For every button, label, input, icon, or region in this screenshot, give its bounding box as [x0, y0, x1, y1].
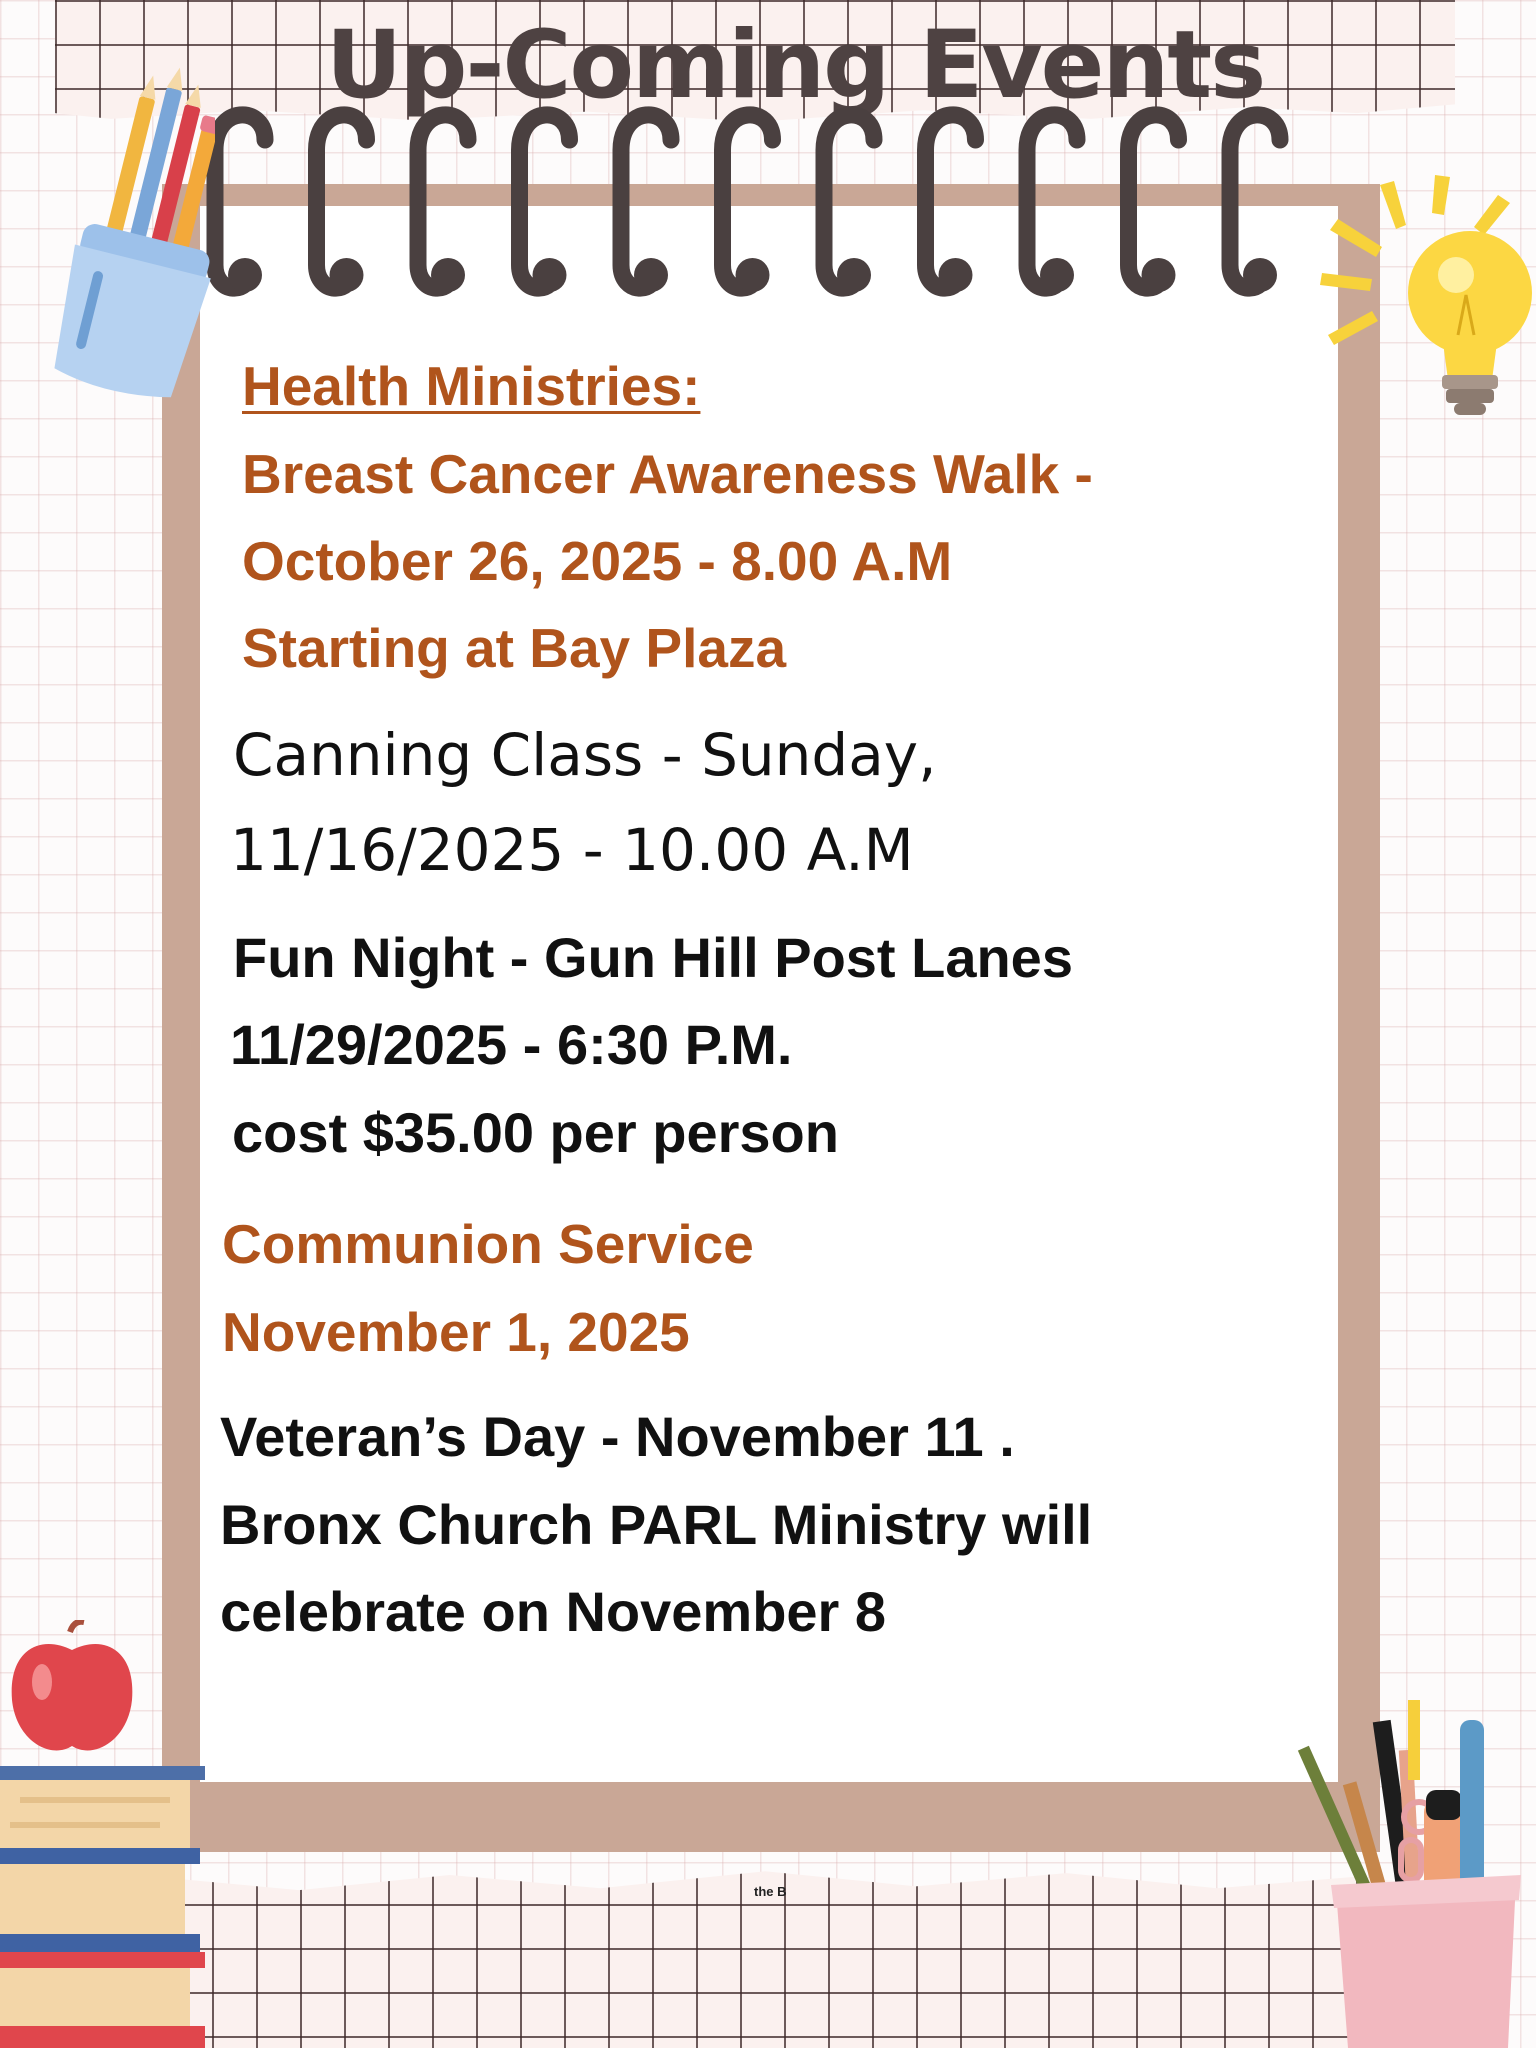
fun-night-line-2: 11/29/2025 - 6:30 P.M.	[230, 1013, 793, 1076]
light-bulb-icon	[1320, 175, 1536, 425]
fun-night-line-3: cost $35.00 per person	[232, 1101, 839, 1164]
books-apple-icon	[0, 1620, 215, 2048]
pencil-cup-icon	[15, 50, 215, 400]
health-line-1: Breast Cancer Awareness Walk -	[242, 443, 1093, 505]
health-line-2: October 26, 2025 - 8.00 A.M	[242, 530, 953, 592]
canning-line-2: 11/16/2025 - 10.00 A.M	[230, 816, 914, 884]
page-title: Up-Coming Events	[325, 11, 1265, 120]
health-heading: Health Ministries:	[242, 355, 701, 417]
footer-note: the B	[754, 1884, 787, 1899]
veterans-line-2: Bronx Church PARL Ministry will	[220, 1493, 1093, 1556]
health-line-3: Starting at Bay Plaza	[242, 617, 787, 679]
communion-line-1: Communion Service	[222, 1213, 754, 1275]
events-list	[200, 206, 1338, 1782]
fun-night-line-1: Fun Night - Gun Hill Post Lanes	[233, 926, 1073, 989]
veterans-line-3: celebrate on November 8	[220, 1580, 887, 1643]
pen-cup-icon	[1276, 1700, 1536, 2048]
canning-line-1: Canning Class - Sunday,	[233, 721, 937, 789]
communion-line-2: November 1, 2025	[222, 1301, 690, 1363]
veterans-line-1: Veteran’s Day - November 11 .	[220, 1405, 1015, 1468]
